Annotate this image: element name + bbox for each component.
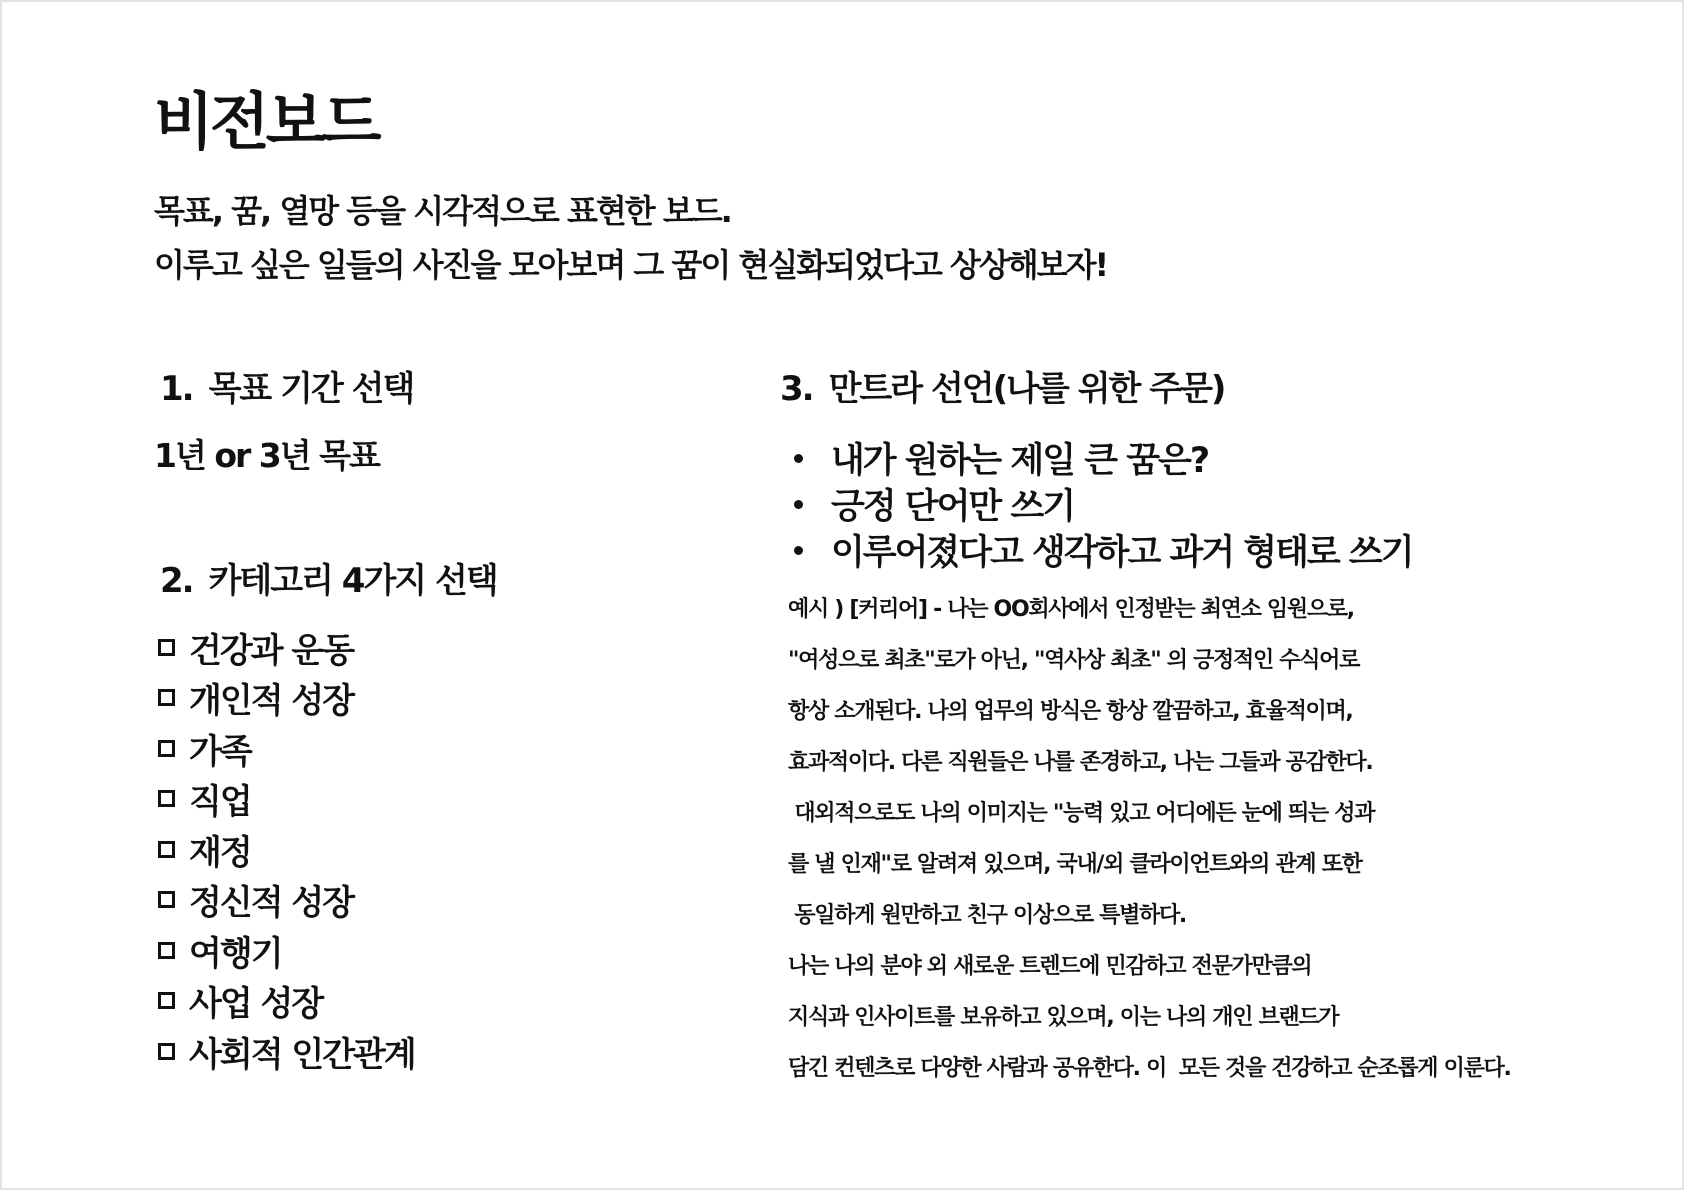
section3-heading-text: 만트라 선언(나를 위한 주문) [828,369,1225,409]
section1-number: 1. [160,369,193,409]
example-line: 담긴 컨텐츠로 다양한 사람과 공유한다. 이 모든 것을 건강하고 순조롭게 이룬다. [788,1056,1511,1081]
bullet-icon [794,454,803,463]
category-checklist [154,622,415,1077]
mantra-example [788,593,1511,1103]
bullet-icon [794,546,803,555]
example-line: 를 낼 인재"로 알려져 있으며, 국내/외 클라이언트와의 관계 또한 [788,852,1362,877]
checkbox-icon [158,639,175,656]
category-label: 건강과 운동 [189,630,354,671]
subtitle-line-1: 목표, 꿈, 열망 등을 시각적으로 표현한 보드. [154,192,731,230]
example-line: 효과적이다. 다른 직원들은 나를 존경하고, 나는 그들과 공감한다. [788,750,1373,775]
example-line: 예시 ) [커리어] - 나는 OO회사에서 인정받는 최연소 임원으로, [788,597,1354,622]
category-item [154,774,415,825]
mantra-tip-text: 이루어졌다고 생각하고 과거 형태로 쓰기 [831,533,1413,573]
example-line: 지식과 인사이트를 보유하고 있으며, 이는 나의 개인 브랜드가 [788,1005,1339,1030]
subtitle [154,184,1107,292]
goal-period-text: 1년 or 3년 목표 [154,436,379,475]
subtitle-line-2: 이루고 싶은 일들의 사진을 모아보며 그 꿈이 현실화되었다고 상상해보자! [154,246,1108,284]
section2-heading [160,558,497,604]
checkbox-icon [158,790,175,807]
section3-heading [780,366,1224,412]
mantra-tip-text: 긍정 단어만 쓰기 [831,487,1075,527]
example-line: 나는 나의 분야 외 새로운 트렌드에 민감하고 전문가만큼의 [788,954,1312,979]
category-label: 개인적 성장 [189,681,354,722]
example-line: 대외적으로도 나의 이미지는 "능력 있고 어디에든 눈에 띄는 성과 [788,801,1375,826]
section2-heading-text: 카테고리 4가지 선택 [208,561,497,601]
category-label: 사업 성장 [189,984,323,1025]
category-item [154,875,415,926]
checkbox-icon [158,1043,175,1060]
category-label: 사회적 인간관계 [189,1034,415,1075]
checkbox-icon [158,992,175,1009]
category-item [154,925,415,976]
mantra-tip [784,527,1413,573]
section2-number: 2. [160,561,193,601]
example-line: "여성으로 최초"로가 아닌, "역사상 최초" 의 긍정적인 수식어로 [788,648,1360,673]
category-label: 재정 [189,832,251,873]
checkbox-icon [158,841,175,858]
category-item [154,824,415,875]
mantra-tip [784,481,1413,527]
section3-number: 3. [780,369,813,409]
category-item [154,622,415,673]
category-label: 여행기 [189,933,282,974]
mantra-tip [784,435,1413,481]
category-item [154,723,415,774]
checkbox-icon [158,891,175,908]
mantra-tips-list [784,435,1413,573]
category-item [154,976,415,1027]
checkbox-icon [158,689,175,706]
bullet-icon [794,500,803,509]
mantra-tip-text: 내가 원하는 제일 큰 꿈은? [831,441,1209,481]
category-label: 직업 [189,782,251,823]
checkbox-icon [158,942,175,959]
category-label: 정신적 성장 [189,883,354,924]
category-item [154,673,415,724]
checkbox-icon [158,740,175,757]
category-item [154,1026,415,1077]
section1-heading [160,366,413,412]
example-line: 항상 소개된다. 나의 업무의 방식은 항상 깔끔하고, 효율적이며, [788,699,1353,724]
section1-heading-text: 목표 기간 선택 [208,369,414,409]
example-line: 동일하게 원만하고 친구 이상으로 특별하다. [788,903,1186,928]
page-title: 비전보드 [154,85,378,158]
category-label: 가족 [189,731,251,772]
